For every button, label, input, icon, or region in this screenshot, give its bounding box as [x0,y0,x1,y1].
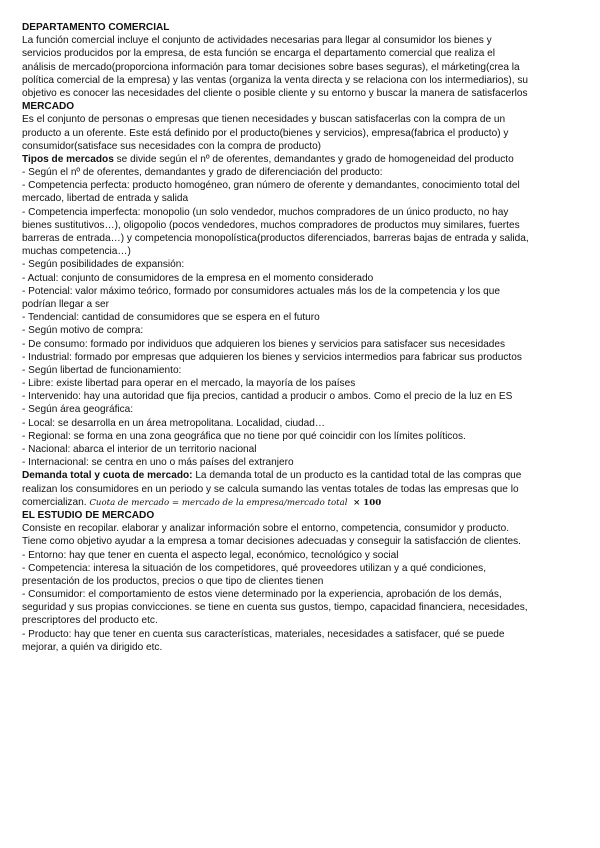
intro-line: La función comercial incluye el conjunto de actividades necesarias para llegar al consumidor los bienes y [22,35,492,47]
tipos-line: - Competencia perfecta: producto homogéneo, gran número de oferente y demandantes, conocimiento total del [22,180,520,192]
tipos-line: - Competencia imperfecta: monopolio (un solo vendedor, muchos compradores de un único producto, no hay [22,206,509,218]
tipos-line: - Local: se desarrolla en un área metropolitana. Localidad, ciudad… [22,417,325,429]
tipos-line: - Según motivo de compra: [22,325,144,337]
estudio-line: presentación de los productos, precios o que tipo de clientes tienen [22,575,324,587]
estudio-line: - Producto: hay que tener en cuenta sus características, materiales, necesidades a satisfacer, qué se puede [22,628,505,640]
tipos-line: - Según área geográfica: [22,404,134,416]
estudio-line: - Consumidor: el comportamiento de estos viene determinado por la experiencia, aprobación de los demás, [22,589,502,601]
tipos-line: - Según libertad de funcionamiento: [22,364,182,376]
demanda-formula-line [22,496,584,509]
tipos-line: podrían llegar a ser [22,298,109,310]
intro-line: objetivo es conocer las necesidades del cliente o posible cliente y su entorno y buscar la manera de satisfacerlos [22,87,528,99]
estudio-line: Consiste en recopilar. elaborar y analizar información sobre el entorno, competencia, consumidor y producto. [22,523,509,535]
estudio-line: prescriptores del producto etc. [22,615,158,627]
tipos-line: - Actual: conjunto de consumidores de la empresa en el momento considerado [22,272,374,284]
tipos-text: se divide según el nº de oferentes, demandantes y grado de homogeneidad del producto [113,153,514,165]
tipos-line: - Regional: se forma en una zona geográfica que no tiene por qué coincidir con los límites políticos. [22,430,466,442]
estudio-line: - Entorno: hay que tener en cuenta el aspecto legal, económico, tecnológico y social [22,549,399,561]
tipos-line: - Tendencial: cantidad de consumidores que se espera en el futuro [22,312,320,324]
mercado-line: producto a un oferente. Este está definido por el producto(bienes y servicios), empresa(fabrica el producto) y [22,127,509,139]
heading-estudio-mercado: EL ESTUDIO DE MERCADO [22,509,155,521]
tipos-line: - Según posibilidades de expansión: [22,259,185,271]
estudio-line: Tiene como objetivo ayudar a la empresa a tomar decisiones adecuadas y conseguir la satisfacción de clientes. [22,536,521,548]
tipos-label: Tipos de mercados [22,153,114,165]
demanda-line3: comercializan. [22,496,90,508]
tipos-intro-line [22,153,584,166]
tipos-line: - De consumo: formado por individuos que adquieren los bienes y servicios para satisfacer sus necesidades [22,338,506,350]
tipos-line: - Intervenido: hay una autoridad que fija precios, cantidad a producir o ambos. Como el precio de la luz en ES [22,391,513,403]
intro-line: política comercial de la empresa) y las ventas (organiza la venta directa y se relaciona con los intermediarios), su [22,74,529,86]
tipos-line: - Internacional: se centra en uno o más países del extranjero [22,457,294,469]
tipos-line: - Libre: existe libertad para operar en el mercado, la mayoría de los países [22,378,356,390]
tipos-line: bienes sustitutivos…), oligopolio (pocos vendedores, muchos compradores de productos muy similares, fuertes [22,219,520,231]
tipos-line: barreras de entrada…) y competencia monopolística(productos diferenciados, barreras bajas de entrada y salida, [22,233,529,244]
mercado-line: consumidor(satisface sus necesidades con la compra de producto) [22,140,322,152]
tipos-line: muchas competencia…) [22,246,131,258]
cuota-formula: Cuota de mercado = mercado de la empresa/mercado total [89,497,348,508]
tipos-line: - Potencial: valor máximo teórico, formado por consumidores actuales más los de la competencia y los que [22,285,500,297]
tipos-line: mercado, libertad de entrada y salida [22,193,189,205]
estudio-line: mejorar, a quién va dirigido etc. [22,641,163,653]
heading-departamento-comercial: DEPARTAMENTO COMERCIAL [22,22,170,33]
tipos-line: - Nacional: abarca el interior de un territorio nacional [22,444,257,455]
estudio-line: seguridad y sus propias convicciones. se tiene en cuenta sus gustos, tiempo, capacidad financiera, necesidades, [22,602,528,614]
demanda-text: La demanda total de un producto es la cantidad total de las compras que [192,470,522,482]
heading-mercado: MERCADO [22,101,75,113]
intro-line: servicios producidos por la empresa, de esta función se encarga el departamento comercial que realiza el [22,48,495,60]
demanda-line: realizan los consumidores en un periodo y se calcula sumando las ventas totales de todas las empresas que lo [22,483,519,495]
cuota-formula-multiplier: × 100 [353,497,382,508]
intro-line: análisis de mercado(proporciona información para tomar decisiones sobre bases seguras), el márketing(crea la [22,61,520,73]
document-page [22,21,584,654]
tipos-line: - Industrial: formado por empresas que adquieren los bienes y servicios intermedios para fabricar sus productos [22,351,522,363]
demanda-line [22,469,584,482]
tipos-line: - Según el nº de oferentes, demandantes y grado de diferenciación del producto: [22,167,383,179]
estudio-line: - Competencia: interesa la situación de los competidores, qué proveedores utilizan y a qué condiciones, [22,562,487,574]
mercado-line: Es el conjunto de personas o empresas que tienen necesidades y buscan satisfacerlas con la compra de un [22,114,506,126]
demanda-label: Demanda total y cuota de mercado: [22,470,193,482]
